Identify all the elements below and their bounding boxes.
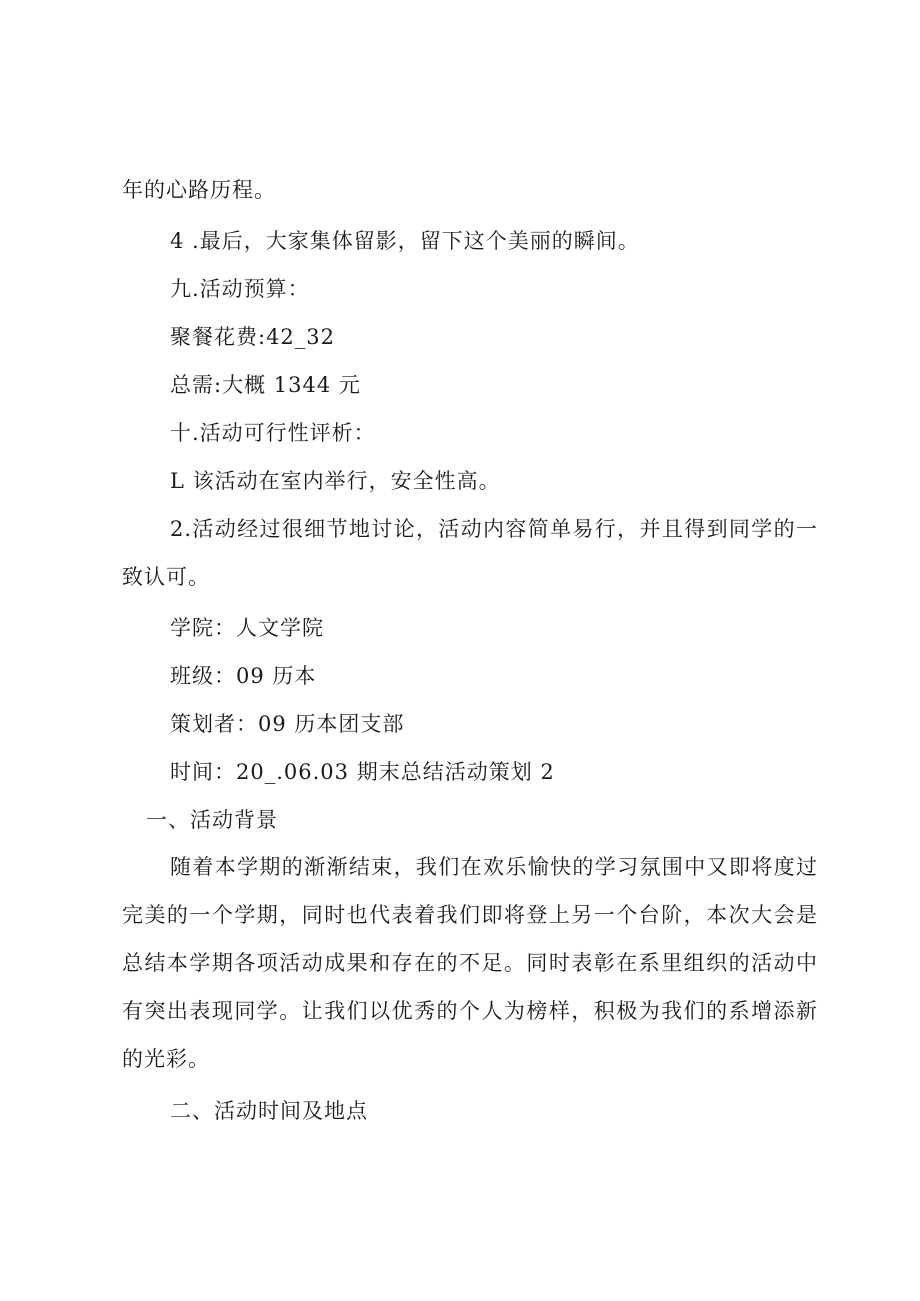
text-line-total: 总需:大概 1344 元 [170,373,361,397]
text-line-item-4: 4 .最后，大家集体留影，留下这个美丽的瞬间。 [170,229,640,253]
section-heading-background: 一、活动背景 [146,808,278,832]
paragraph-background: 随着本学期的渐渐结束，我们在欢乐愉快的学习氛围中又即将度过完美的一个学期，同时也代表着我们即将登上另一个台阶，本次大会是总结本学期各项活动成果和存在的不足。同时表彰在系里组织的活动中有突出表现同学。让我们以优秀的个人为榜样，积极为我们的系增添新的光彩。 [122,855,818,1071]
text-line-feasibility-1: L 该活动在室内举行，安全性高。 [170,469,501,493]
text-line-time: 时间：20_.06.03 期末总结活动策划 2 [170,760,555,784]
section-heading-feasibility: 十.活动可行性评析： [170,421,376,445]
paragraph-feasibility-2: 2.活动经过很细节地讨论，活动内容简单易行，并且得到同学的一致认可。 [122,517,818,589]
text-line-dinner-cost: 聚餐花费:42_32 [170,325,336,349]
section-heading-time-place: 二、活动时间及地点 [170,1099,368,1123]
text-line-continuation: 年的心路历程。 [122,178,276,202]
text-line-class: 班级：09 历本 [170,664,317,688]
text-line-planner: 策划者：09 历本团支部 [170,712,405,736]
text-line-college: 学院：人文学院 [170,616,324,640]
section-heading-budget: 九.活动预算： [170,277,310,301]
